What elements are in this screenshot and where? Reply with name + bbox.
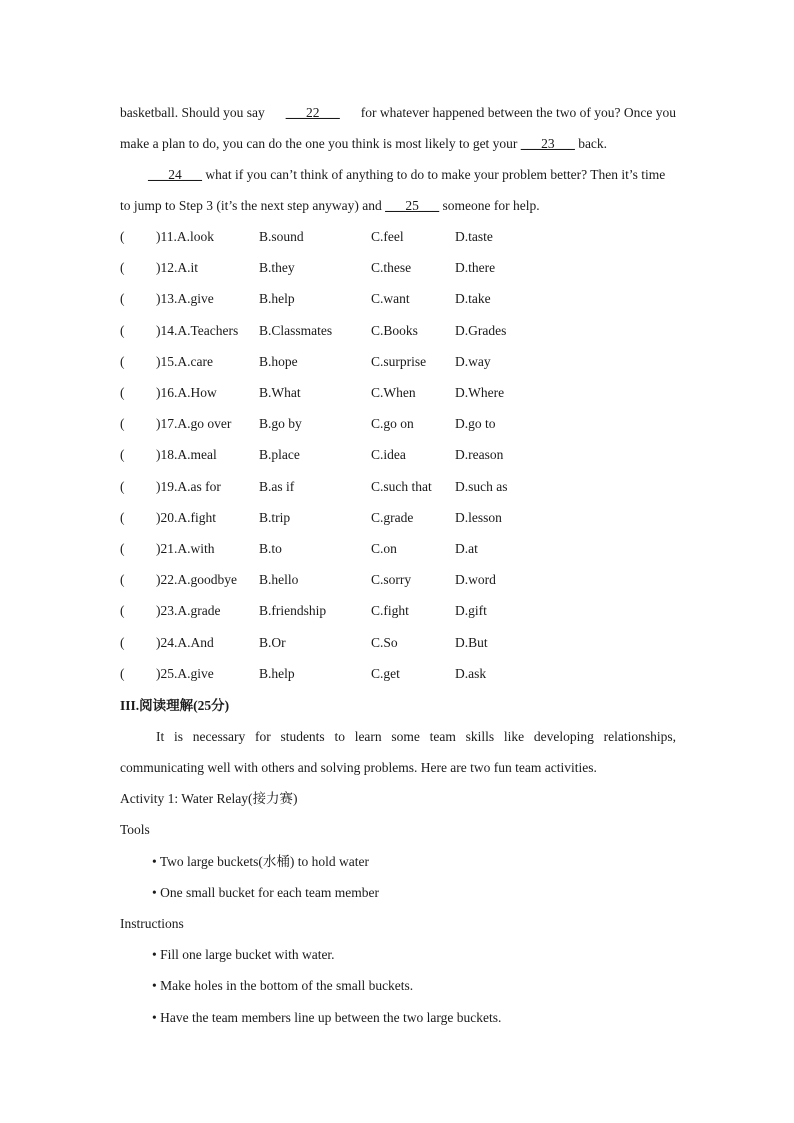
option-a: )21.A.with	[156, 541, 215, 556]
activity-title: Activity 1: Water Relay(接力赛)	[120, 791, 298, 806]
blank-24: ___24___	[148, 167, 202, 182]
answer-paren: (	[120, 353, 125, 369]
option-b: B.to	[259, 541, 282, 556]
option-b: B.sound	[259, 229, 304, 244]
intro-word: for	[254, 729, 271, 744]
answer-paren: (	[120, 634, 125, 650]
option-c: C.idea	[371, 447, 406, 463]
option-b: B.Or	[259, 634, 286, 650]
option-d: D.word	[455, 572, 496, 588]
option-d: D.such as	[455, 478, 508, 494]
answer-paren: (	[120, 478, 125, 494]
option-c: C.When	[371, 385, 416, 400]
option-a: )22.A.goodbye	[156, 572, 237, 588]
passage-text: to jump to Step 3 (it’s the next step anyway) and	[120, 198, 386, 213]
option-a: )20.A.fight	[156, 509, 216, 525]
intro-word: is	[173, 729, 183, 744]
option-c: C.Books	[371, 322, 418, 338]
option-b: B.What	[259, 385, 301, 400]
option-d: D.But	[455, 634, 488, 650]
option-b: B.help	[259, 665, 295, 681]
intro-line-1	[156, 728, 676, 746]
option-b: B.place	[259, 447, 300, 463]
answer-paren: (	[120, 603, 125, 619]
question-row	[120, 478, 676, 496]
instructions-label: Instructions	[120, 916, 184, 931]
intro-word: team	[429, 729, 456, 744]
passage-line-2	[120, 135, 676, 153]
option-d: D.Grades	[455, 322, 507, 338]
option-b: B.they	[259, 260, 295, 276]
option-a: )12.A.it	[156, 260, 198, 276]
option-c: C.go on	[371, 416, 414, 432]
question-row	[120, 384, 676, 402]
intro-word: some	[391, 729, 420, 744]
answer-paren: (	[120, 322, 125, 338]
option-c: C.surprise	[371, 353, 427, 369]
passage-text: for whatever happened between the two of you? Once you	[360, 105, 676, 120]
option-d: D.ask	[455, 665, 487, 681]
intro-word: developing	[533, 729, 594, 744]
option-a: )16.A.How	[156, 385, 217, 400]
option-d: D.lesson	[455, 509, 502, 525]
tools-label: Tools	[120, 822, 150, 837]
intro-word: students	[280, 729, 325, 744]
option-a: )13.A.give	[156, 291, 214, 307]
tool-item: • One small bucket for each team member	[152, 885, 380, 900]
question-row	[120, 290, 676, 308]
answer-paren: (	[120, 229, 125, 244]
question-row	[120, 446, 676, 464]
answer-paren: (	[120, 447, 125, 463]
answer-paren: (	[120, 572, 125, 588]
passage-line-1	[120, 104, 676, 122]
answer-paren: (	[120, 260, 125, 276]
option-d: D.way	[455, 353, 491, 369]
intro-word: learn	[354, 729, 382, 744]
option-b: B.friendship	[259, 603, 327, 619]
question-row	[120, 602, 676, 620]
option-d: D.taste	[455, 229, 493, 244]
option-a: )15.A.care	[156, 353, 213, 369]
option-d: D.Where	[455, 385, 505, 400]
option-b: B.Classmates	[259, 322, 333, 338]
option-a: )14.A.Teachers	[156, 322, 239, 338]
question-row	[120, 634, 676, 652]
passage-text: make a plan to do, you can do the one you think is most likely to get your	[120, 136, 521, 151]
answer-paren: (	[120, 541, 125, 556]
answer-paren: (	[120, 665, 125, 681]
blank-23: ___23___	[520, 136, 575, 151]
option-c: C.on	[371, 541, 397, 556]
intro-word: It	[156, 729, 165, 744]
option-d: D.gift	[455, 603, 487, 619]
passage-line-4	[120, 197, 676, 215]
option-c: C.such that	[371, 478, 432, 494]
option-b: B.as if	[259, 478, 295, 494]
question-row	[120, 259, 676, 277]
blank-22: ___22___	[285, 105, 340, 120]
passage-line-3	[148, 166, 676, 184]
option-c: C.fight	[371, 603, 409, 619]
intro-word: skills	[465, 729, 495, 744]
intro-word: relationships,	[603, 729, 676, 744]
option-a: )11.A.look	[156, 229, 214, 244]
option-c: C.these	[371, 260, 412, 276]
passage-text: back.	[574, 136, 608, 151]
tool-item: • Two large buckets(水桶) to hold water	[152, 854, 369, 869]
option-c: C.So	[371, 634, 398, 650]
instruction-item: • Make holes in the bottom of the small buckets.	[152, 978, 414, 993]
option-a: )17.A.go over	[156, 416, 232, 432]
option-d: D.there	[455, 260, 496, 276]
option-b: B.trip	[259, 509, 291, 525]
option-c: C.feel	[371, 229, 404, 244]
option-d: D.take	[455, 291, 491, 307]
option-d: D.at	[455, 541, 478, 556]
answer-paren: (	[120, 291, 125, 307]
option-c: C.want	[371, 291, 410, 307]
passage-text: what if you can’t think of anything to do to make your problem better? Then it’s time	[202, 167, 666, 182]
option-c: C.grade	[371, 509, 414, 525]
option-b: B.go by	[259, 416, 302, 432]
question-row	[120, 415, 676, 433]
passage-text: someone for help.	[439, 198, 540, 213]
option-a: )25.A.give	[156, 665, 214, 681]
option-a: )23.A.grade	[156, 603, 221, 619]
instruction-item: • Fill one large bucket with water.	[152, 947, 335, 962]
instruction-item: • Have the team members line up between the two large buckets.	[152, 1010, 502, 1025]
answer-paren: (	[120, 416, 125, 432]
passage-text: basketball. Should you say	[120, 105, 265, 120]
question-row	[120, 540, 676, 558]
blank-25: ___25___	[385, 198, 440, 213]
answer-paren: (	[120, 385, 125, 400]
option-d: D.go to	[455, 416, 496, 432]
intro-word: necessary	[192, 729, 246, 744]
option-d: D.reason	[455, 447, 504, 463]
section-heading: III.阅读理解(25分)	[120, 698, 230, 713]
option-b: B.hello	[259, 572, 299, 588]
option-c: C.sorry	[371, 572, 412, 588]
option-a: )24.A.And	[156, 634, 214, 650]
option-a: )18.A.meal	[156, 447, 217, 463]
question-row	[120, 571, 676, 589]
question-row	[120, 322, 676, 340]
question-row	[120, 509, 676, 527]
question-row	[120, 228, 676, 246]
option-a: )19.A.as for	[156, 478, 221, 494]
option-b: B.help	[259, 291, 295, 307]
question-row	[120, 353, 676, 371]
intro-line-2: communicating well with others and solving problems. Here are two fun team activities.	[120, 760, 597, 775]
question-row	[120, 665, 676, 683]
intro-word: like	[503, 729, 525, 744]
option-b: B.hope	[259, 353, 298, 369]
answer-paren: (	[120, 509, 125, 525]
option-c: C.get	[371, 665, 400, 681]
intro-word: to	[334, 729, 345, 744]
